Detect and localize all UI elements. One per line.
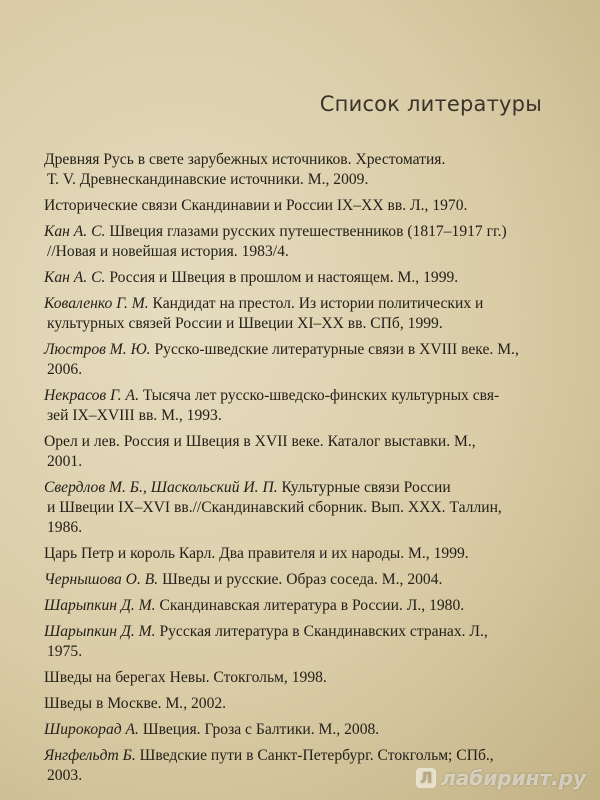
entry-text-line: 2001.: [47, 453, 83, 470]
entry-text-line: Кандидат на престол. Из истории политических и: [148, 295, 484, 312]
bibliography-entry: [44, 622, 559, 662]
bibliography-entry: [44, 386, 559, 426]
entry-author: Люстров М. Ю.: [44, 341, 151, 358]
entry-text-line: зей IX–XVIII вв. М., 1993.: [47, 407, 222, 424]
watermark-text: лабиринт.ру: [441, 766, 586, 790]
bibliography-list: [44, 150, 559, 792]
entry-text-line: Шведы и русские. Образ соседа. М., 2004.: [158, 571, 443, 588]
bibliography-entry: [44, 720, 559, 740]
entry-text-line: Т. V. Древнескандинавские источники. М., 2009.: [47, 171, 369, 188]
entry-author: Шарыпкин Д. М.: [44, 623, 156, 640]
watermark: [416, 766, 586, 790]
entry-text-line: Орел и лев. Россия и Швеция в XVII веке. Каталог выставки. М.,: [44, 433, 476, 450]
entry-text-line: Русско-шведские литературные связи в XVIII веке. М.,: [150, 341, 519, 358]
entry-author: Коваленко Г. М.: [44, 295, 149, 312]
entry-text-line: Исторические связи Скандинавии и России IX–XX вв. Л., 1970.: [44, 197, 468, 214]
bibliography-entry: [44, 340, 559, 380]
page-title: Список литературы: [319, 92, 542, 116]
bibliography-entry: [44, 432, 559, 472]
entry-text-line: Скандинавская литература в России. Л., 1980.: [155, 597, 465, 614]
bibliography-entry: [44, 294, 559, 334]
entry-text-line: Шведские пути в Санкт-Петербург. Стокгольм; СПб.,: [135, 747, 494, 764]
entry-text-line: 1975.: [47, 643, 83, 660]
entry-author: Свердлов М. Б., Шаскольский И. П.: [44, 479, 278, 496]
bibliography-entry: [44, 570, 559, 590]
entry-text-line: Швеция глазами русских путешественников (1817–1917 гг.): [105, 223, 507, 240]
entry-author: Широкорад А.: [44, 721, 139, 738]
bibliography-entry: [44, 196, 559, 216]
labirint-logo-icon: Л: [416, 768, 436, 788]
entry-text-line: 2006.: [47, 361, 83, 378]
entry-text-line: Тысяча лет русско-шведско-финских культурных свя-: [139, 387, 500, 404]
bibliography-entry: [44, 596, 559, 616]
bibliography-entry: [44, 544, 559, 564]
entry-author: Чернышова О. В.: [44, 571, 159, 588]
entry-text-line: Россия и Швеция в прошлом и настоящем. М., 1999.: [105, 269, 459, 286]
entry-text-line: Древняя Русь в свете зарубежных источников. Хрестоматия.: [44, 151, 446, 168]
entry-text-line: Шведы на берегах Невы. Стокгольм, 1998.: [44, 669, 327, 686]
entry-text-line: и Швеции IX–XVI вв.//Скандинавский сборник. Вып. XXX. Таллин,: [47, 499, 502, 516]
bibliography-entry: [44, 694, 559, 714]
entry-text-line: Швеция. Гроза с Балтики. М., 2008.: [138, 721, 380, 738]
bibliography-entry: [44, 268, 559, 288]
entry-author: Некрасов Г. А.: [44, 387, 139, 404]
entry-text-line: 2003.: [47, 767, 83, 784]
bibliography-entry: [44, 478, 559, 538]
entry-author: Янгфельдт Б.: [44, 747, 136, 764]
entry-text-line: Царь Петр и король Карл. Два правителя и их народы. М., 1999.: [44, 545, 469, 562]
bibliography-entry: [44, 222, 559, 262]
entry-author: Кан А. С.: [44, 269, 106, 286]
entry-text-line: культурных связей России и Швеции XI–XX вв. СПб, 1999.: [47, 315, 443, 332]
entry-text-line: //Новая и новейшая история. 1983/4.: [47, 243, 289, 260]
bibliography-entry: [44, 668, 559, 688]
entry-text-line: Шведы в Москве. М., 2002.: [44, 695, 227, 712]
entry-author: Шарыпкин Д. М.: [44, 597, 156, 614]
entry-author: Кан А. С.: [44, 223, 106, 240]
bibliography-entry: [44, 150, 559, 190]
entry-text-line: 1986.: [47, 519, 83, 536]
entry-text-line: Русская литература в Скандинавских странах. Л.,: [155, 623, 488, 640]
entry-text-line: Культурные связи России: [277, 479, 451, 496]
